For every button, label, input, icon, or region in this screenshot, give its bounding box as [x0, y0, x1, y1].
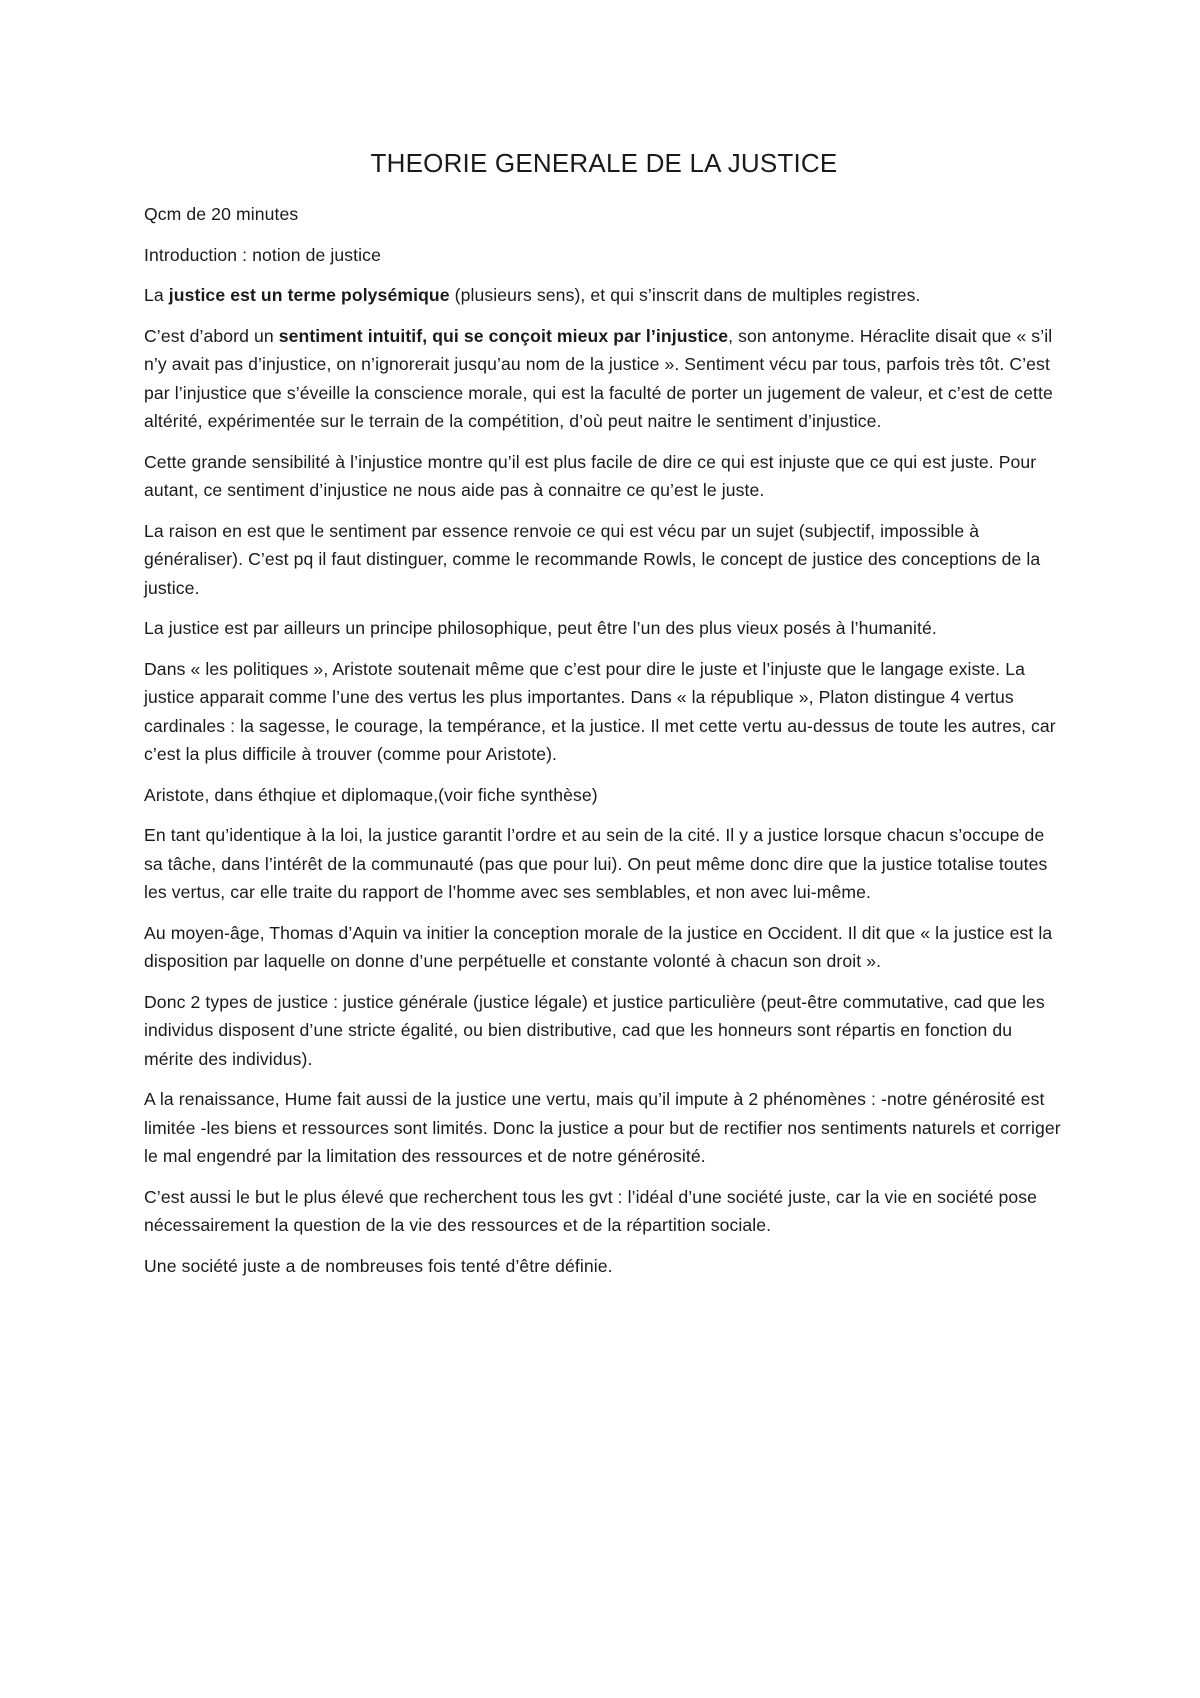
- text-run: C’est d’abord un: [144, 325, 279, 346]
- paragraph-ethique: Aristote, dans éthqiue et diplomaque,(voir fiche synthèse): [144, 784, 598, 805]
- paragraph-raison: La raison en est que le sentiment par essence renvoie ce qui est vécu par un sujet (subjectif, impossible à généraliser). C’est pq il faut distinguer, comme le recommande Rowls, le concept de justice des conceptions de la justice.: [144, 520, 1041, 598]
- paragraph-loi: En tant qu’identique à la loi, la justice garantit l’ordre et au sein de la cité. Il y a justice lorsque chacun s’occupe de sa tâche, dans l’intérêt de la communauté (pas que pour lui). On peut même donc dire que la justice totalise toutes les vertus, car elle traite du rapport de l’homme avec ses semblables, et non avec lui-même.: [144, 825, 1048, 902]
- paragraph-societe-juste: C’est aussi le but le plus élevé que recherchent tous les gvt : l’idéal d’une société juste, car la vie en société pose nécessairement la question de la vie des ressources et de la répartition sociale.: [144, 1186, 1038, 1235]
- text-run: La: [144, 285, 169, 305]
- paragraph-sentiment: [144, 322, 1064, 436]
- paragraph-polysemy: [144, 281, 1064, 310]
- paragraph-types-justice: Donc 2 types de justice : justice générale (justice légale) et justice particulière (peut-être commutative, cad que les individus disposent d’une stricte égalité, ou bien distributive, cad que les honneurs sont répartis en fonction du mérite des individus).: [144, 991, 1045, 1069]
- text-run: , son antonyme. Héraclite disait que « s’il n’y avait pas d’injustice, on n’ignorerait jusqu’au nom de la justice ». Sentiment vécu par tous, parfois très tôt. C’est par l’injustice que s’éveille la conscience morale, qui est la faculté de porter un jugement de valeur, et c’est de cette altérité, expérimentée sur le terrain de la compétition, d’où peut naitre le sentiment d’injustice.: [144, 325, 1053, 431]
- bold-text-run: sentiment intuitif, qui se conçoit mieux par l’injustice: [278, 325, 729, 346]
- document-title: THEORIE GENERALE DE LA JUSTICE: [370, 148, 838, 178]
- document-body: [144, 146, 1064, 1292]
- paragraph-aristote-platon: Dans « les politiques », Aristote soutenait même que c’est pour dire le juste et l’injuste que le langage existe. La justice apparait comme l’une des vertus les plus importantes. Dans « la république », Platon distingue 4 vertus cardinales : la sagesse, le courage, la tempérance, et la justice. Il met cette vertu au-dessus de toute les autres, car c’est la plus difficile à trouver (comme pour Aristote).: [144, 658, 1056, 764]
- paragraph-renaissance: A la renaissance, Hume fait aussi de la justice une vertu, mais qu’il impute à 2 phénomènes : -notre générosité est limitée -les biens et ressources sont limités. Donc la justice a pour but de rectifier nos sentiments naturels et corriger le mal engendré par la limitation des ressources et de notre générosité.: [144, 1089, 1061, 1166]
- paragraph-principe: La justice est par ailleurs un principe philosophique, peut être l’un des plus vieux posés à l’humanité.: [144, 618, 937, 638]
- text-run: (plusieurs sens), et qui s’inscrit dans de multiples registres.: [449, 285, 921, 305]
- paragraph-conclusion: Une société juste a de nombreuses fois tenté d’être définie.: [144, 1255, 613, 1276]
- paragraph-moyen-age: Au moyen-âge, Thomas d’Aquin va initier la conception morale de la justice en Occident. Il dit que « la justice est la disposition par laquelle on donne d’une perpétuelle et constante volonté à chacun son droit ».: [144, 922, 1053, 971]
- paragraph-qcm: Qcm de 20 minutes: [144, 204, 299, 224]
- paragraph-sensibilite: Cette grande sensibilité à l’injustice montre qu’il est plus facile de dire ce qui est injuste que ce qui est juste. Pour autant, ce sentiment d’injustice ne nous aide pas à connaitre ce qu’est le juste.: [144, 451, 1037, 500]
- paragraph-introduction: Introduction : notion de justice: [144, 244, 381, 265]
- bold-text-run: justice est un terme polysémique: [168, 285, 450, 305]
